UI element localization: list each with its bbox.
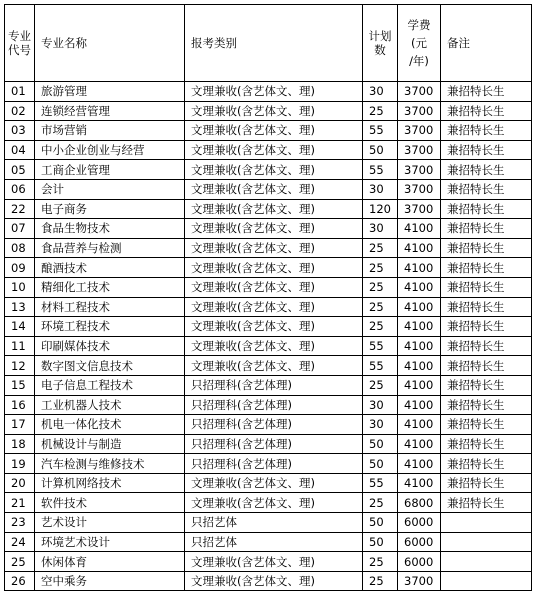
header-plan-count: 计划数: [363, 5, 398, 82]
cell-tuition: 4100: [398, 434, 441, 454]
cell-major-name: 机械设计与制造: [35, 434, 185, 454]
table-row: [5, 493, 532, 513]
cell-exam-category: 文理兼收(含艺体文、理): [185, 121, 363, 141]
header-remarks: 备注: [441, 5, 532, 82]
cell-remarks: 兼招特长生: [441, 101, 532, 121]
cell-exam-category: 只招艺体: [185, 532, 363, 552]
cell-major-name: 旅游管理: [35, 82, 185, 102]
cell-plan-count: 30: [363, 82, 398, 102]
cell-tuition: 4100: [398, 473, 441, 493]
cell-major-code: 05: [5, 160, 35, 180]
table-body: [5, 82, 532, 591]
header-row: [5, 5, 532, 82]
table-row: [5, 277, 532, 297]
cell-major-code: 14: [5, 317, 35, 337]
cell-plan-count: 25: [363, 552, 398, 572]
cell-major-name: 电子商务: [35, 199, 185, 219]
cell-major-name: 连锁经营管理: [35, 101, 185, 121]
cell-plan-count: 25: [363, 297, 398, 317]
cell-exam-category: 只招理科(含艺体理): [185, 454, 363, 474]
cell-plan-count: 25: [363, 493, 398, 513]
cell-tuition: 4100: [398, 297, 441, 317]
cell-exam-category: 文理兼收(含艺体文、理): [185, 336, 363, 356]
cell-plan-count: 55: [363, 336, 398, 356]
cell-tuition: 3700: [398, 179, 441, 199]
cell-remarks: [441, 552, 532, 572]
cell-remarks: 兼招特长生: [441, 277, 532, 297]
cell-major-code: 02: [5, 101, 35, 121]
table-row: [5, 375, 532, 395]
cell-plan-count: 25: [363, 258, 398, 278]
cell-major-name: 计算机网络技术: [35, 473, 185, 493]
cell-plan-count: 55: [363, 473, 398, 493]
cell-major-code: 13: [5, 297, 35, 317]
cell-major-code: 18: [5, 434, 35, 454]
cell-major-code: 17: [5, 415, 35, 435]
cell-major-code: 19: [5, 454, 35, 474]
table-row: [5, 356, 532, 376]
table-row: [5, 199, 532, 219]
cell-plan-count: 30: [363, 415, 398, 435]
cell-tuition: 3700: [398, 82, 441, 102]
table-row: [5, 238, 532, 258]
cell-exam-category: 只招理科(含艺体理): [185, 395, 363, 415]
cell-major-name: 印刷媒体技术: [35, 336, 185, 356]
cell-major-name: 会计: [35, 179, 185, 199]
cell-tuition: 4100: [398, 356, 441, 376]
cell-tuition: 3700: [398, 571, 441, 591]
cell-remarks: 兼招特长生: [441, 258, 532, 278]
cell-tuition: 4100: [398, 317, 441, 337]
cell-plan-count: 25: [363, 238, 398, 258]
cell-major-name: 电子信息工程技术: [35, 375, 185, 395]
admission-plan-table: [4, 4, 532, 591]
cell-major-code: 23: [5, 513, 35, 533]
cell-major-code: 10: [5, 277, 35, 297]
table-row: [5, 454, 532, 474]
cell-remarks: 兼招特长生: [441, 121, 532, 141]
table-row: [5, 415, 532, 435]
cell-exam-category: 文理兼收(含艺体文、理): [185, 571, 363, 591]
header-tuition-line3: /年): [409, 54, 429, 68]
cell-tuition: 6000: [398, 513, 441, 533]
cell-exam-category: 文理兼收(含艺体文、理): [185, 493, 363, 513]
cell-tuition: 4100: [398, 395, 441, 415]
cell-remarks: 兼招特长生: [441, 415, 532, 435]
cell-exam-category: 文理兼收(含艺体文、理): [185, 258, 363, 278]
table-row: [5, 532, 532, 552]
table-row: [5, 571, 532, 591]
cell-major-code: 01: [5, 82, 35, 102]
cell-exam-category: 文理兼收(含艺体文、理): [185, 199, 363, 219]
cell-major-code: 16: [5, 395, 35, 415]
cell-plan-count: 25: [363, 277, 398, 297]
cell-tuition: 4100: [398, 258, 441, 278]
cell-major-name: 精细化工技术: [35, 277, 185, 297]
cell-plan-count: 50: [363, 140, 398, 160]
table-row: [5, 297, 532, 317]
cell-plan-count: 30: [363, 219, 398, 239]
cell-remarks: 兼招特长生: [441, 336, 532, 356]
cell-plan-count: 55: [363, 160, 398, 180]
cell-remarks: 兼招特长生: [441, 454, 532, 474]
cell-major-name: 食品生物技术: [35, 219, 185, 239]
cell-remarks: [441, 513, 532, 533]
table-row: [5, 140, 532, 160]
cell-exam-category: 文理兼收(含艺体文、理): [185, 101, 363, 121]
cell-major-name: 汽车检测与维修技术: [35, 454, 185, 474]
cell-tuition: 3700: [398, 121, 441, 141]
cell-major-name: 工商企业管理: [35, 160, 185, 180]
cell-remarks: 兼招特长生: [441, 238, 532, 258]
cell-exam-category: 文理兼收(含艺体文、理): [185, 297, 363, 317]
cell-tuition: 6000: [398, 552, 441, 572]
cell-tuition: 4100: [398, 238, 441, 258]
cell-major-name: 软件技术: [35, 493, 185, 513]
cell-remarks: 兼招特长生: [441, 82, 532, 102]
cell-remarks: 兼招特长生: [441, 356, 532, 376]
cell-plan-count: 55: [363, 121, 398, 141]
cell-exam-category: 文理兼收(含艺体文、理): [185, 238, 363, 258]
table-row: [5, 473, 532, 493]
cell-remarks: 兼招特长生: [441, 140, 532, 160]
cell-plan-count: 25: [363, 101, 398, 121]
cell-remarks: 兼招特长生: [441, 219, 532, 239]
cell-remarks: 兼招特长生: [441, 434, 532, 454]
cell-plan-count: 25: [363, 317, 398, 337]
cell-exam-category: 文理兼收(含艺体文、理): [185, 277, 363, 297]
cell-plan-count: 30: [363, 395, 398, 415]
cell-major-name: 中小企业创业与经营: [35, 140, 185, 160]
cell-remarks: [441, 532, 532, 552]
cell-tuition: 4100: [398, 415, 441, 435]
cell-exam-category: 只招理科(含艺体理): [185, 375, 363, 395]
cell-major-code: 15: [5, 375, 35, 395]
table-row: [5, 395, 532, 415]
cell-major-name: 空中乘务: [35, 571, 185, 591]
header-tuition: [398, 5, 441, 82]
header-exam-category: 报考类别: [185, 5, 363, 82]
cell-exam-category: 只招理科(含艺体理): [185, 434, 363, 454]
table-row: [5, 219, 532, 239]
cell-major-name: 机电一体化技术: [35, 415, 185, 435]
cell-remarks: 兼招特长生: [441, 297, 532, 317]
cell-exam-category: 只招理科(含艺体理): [185, 415, 363, 435]
cell-major-code: 21: [5, 493, 35, 513]
cell-exam-category: 文理兼收(含艺体文、理): [185, 219, 363, 239]
cell-major-code: 20: [5, 473, 35, 493]
cell-major-code: 25: [5, 552, 35, 572]
header-tuition-line1: 学费: [407, 18, 431, 32]
cell-exam-category: 只招艺体: [185, 513, 363, 533]
header-major-name: 专业名称: [35, 5, 185, 82]
table-row: [5, 258, 532, 278]
cell-major-code: 22: [5, 199, 35, 219]
cell-tuition: 4100: [398, 336, 441, 356]
table-row: [5, 160, 532, 180]
cell-major-name: 休闲体育: [35, 552, 185, 572]
cell-remarks: 兼招特长生: [441, 179, 532, 199]
table-row: [5, 434, 532, 454]
cell-major-code: 07: [5, 219, 35, 239]
cell-exam-category: 文理兼收(含艺体文、理): [185, 317, 363, 337]
cell-major-code: 04: [5, 140, 35, 160]
cell-plan-count: 50: [363, 532, 398, 552]
cell-major-code: 26: [5, 571, 35, 591]
cell-tuition: 3700: [398, 101, 441, 121]
cell-remarks: 兼招特长生: [441, 199, 532, 219]
cell-tuition: 3700: [398, 160, 441, 180]
cell-remarks: 兼招特长生: [441, 473, 532, 493]
table-row: [5, 317, 532, 337]
cell-tuition: 6000: [398, 532, 441, 552]
table-row: [5, 82, 532, 102]
cell-exam-category: 文理兼收(含艺体文、理): [185, 356, 363, 376]
cell-remarks: 兼招特长生: [441, 395, 532, 415]
cell-tuition: 3700: [398, 140, 441, 160]
cell-exam-category: 文理兼收(含艺体文、理): [185, 179, 363, 199]
cell-major-name: 环境艺术设计: [35, 532, 185, 552]
cell-remarks: [441, 571, 532, 591]
cell-major-name: 材料工程技术: [35, 297, 185, 317]
table-row: [5, 513, 532, 533]
cell-major-name: 食品营养与检测: [35, 238, 185, 258]
table-row: [5, 101, 532, 121]
table-row: [5, 552, 532, 572]
cell-exam-category: 文理兼收(含艺体文、理): [185, 160, 363, 180]
cell-tuition: 4100: [398, 454, 441, 474]
cell-plan-count: 55: [363, 356, 398, 376]
header-major-code: 专业代号: [5, 5, 35, 82]
cell-major-code: 12: [5, 356, 35, 376]
cell-exam-category: 文理兼收(含艺体文、理): [185, 552, 363, 572]
table-row: [5, 121, 532, 141]
cell-plan-count: 25: [363, 571, 398, 591]
cell-major-name: 环境工程技术: [35, 317, 185, 337]
cell-remarks: 兼招特长生: [441, 160, 532, 180]
cell-major-code: 03: [5, 121, 35, 141]
cell-major-code: 24: [5, 532, 35, 552]
cell-plan-count: 120: [363, 199, 398, 219]
cell-exam-category: 文理兼收(含艺体文、理): [185, 140, 363, 160]
cell-major-code: 06: [5, 179, 35, 199]
cell-major-code: 08: [5, 238, 35, 258]
cell-tuition: 4100: [398, 219, 441, 239]
cell-plan-count: 50: [363, 454, 398, 474]
cell-plan-count: 50: [363, 513, 398, 533]
cell-major-code: 09: [5, 258, 35, 278]
admission-plan-document: [4, 4, 532, 591]
table-row: [5, 336, 532, 356]
cell-major-name: 市场营销: [35, 121, 185, 141]
header-tuition-line2: (元: [411, 36, 427, 50]
cell-tuition: 6800: [398, 493, 441, 513]
cell-plan-count: 30: [363, 179, 398, 199]
table-row: [5, 179, 532, 199]
cell-tuition: 4100: [398, 375, 441, 395]
cell-major-code: 11: [5, 336, 35, 356]
cell-remarks: 兼招特长生: [441, 317, 532, 337]
cell-plan-count: 25: [363, 375, 398, 395]
cell-exam-category: 文理兼收(含艺体文、理): [185, 473, 363, 493]
cell-major-name: 数字图文信息技术: [35, 356, 185, 376]
cell-plan-count: 50: [363, 434, 398, 454]
cell-remarks: 兼招特长生: [441, 493, 532, 513]
cell-tuition: 3700: [398, 199, 441, 219]
cell-major-name: 酿酒技术: [35, 258, 185, 278]
cell-exam-category: 文理兼收(含艺体文、理): [185, 82, 363, 102]
cell-major-name: 艺术设计: [35, 513, 185, 533]
cell-tuition: 4100: [398, 277, 441, 297]
cell-major-name: 工业机器人技术: [35, 395, 185, 415]
cell-remarks: 兼招特长生: [441, 375, 532, 395]
